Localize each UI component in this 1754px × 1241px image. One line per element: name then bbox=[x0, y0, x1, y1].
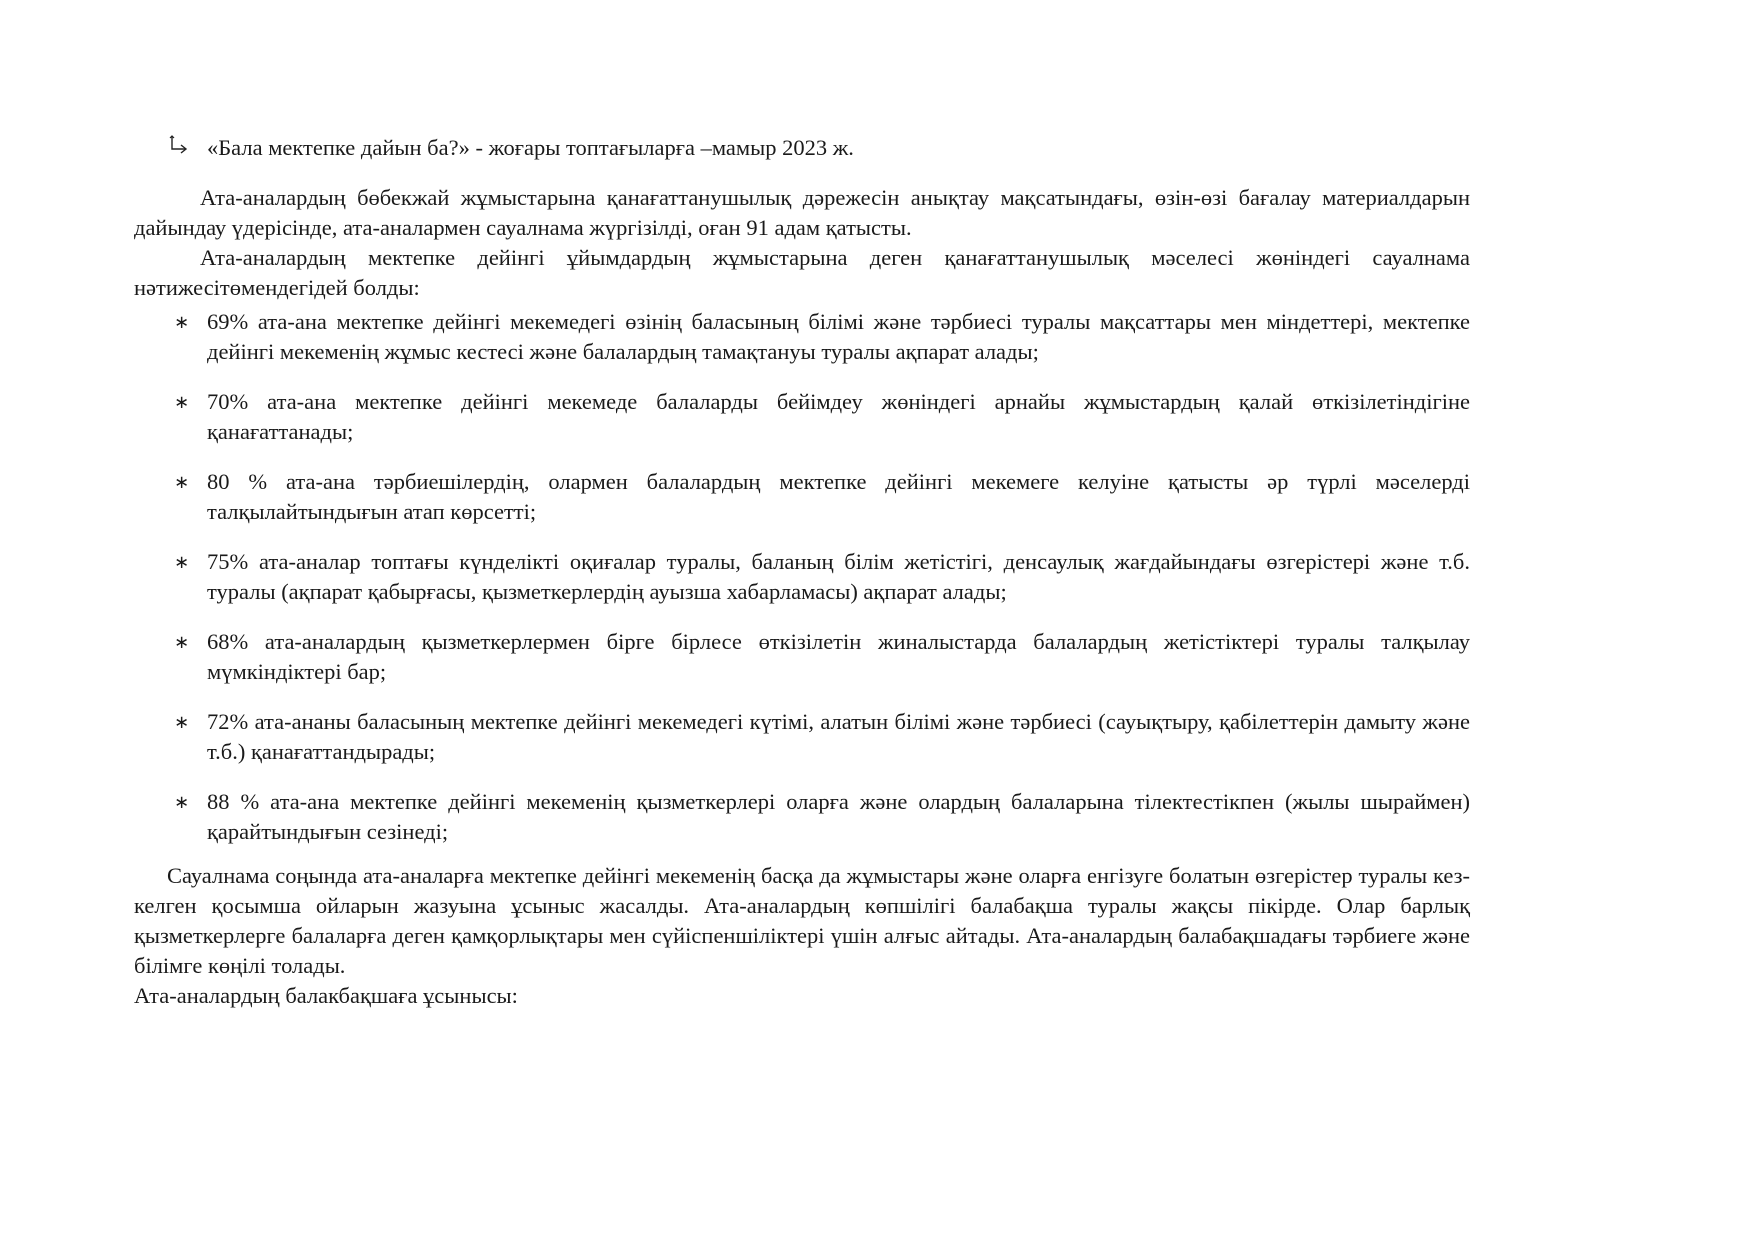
list-item-text: 70% ата-ана мектепке дейінгі мекемеде балаларды бейімдеу жөніндегі арнайы жұмыстардың қалай өткізілетіндігіне қанағаттанады; bbox=[207, 389, 1470, 444]
survey-title-line bbox=[134, 133, 1470, 169]
asterisk-bullet-icon: ∗ bbox=[174, 552, 190, 573]
list-item-text: 72% ата-ананы баласының мектепке дейінгі мекемедегі күтімі, алатын білімі және тәрбиесі (сауықтыру, қабілеттерін дамыту және т.б.) қанағаттандырады; bbox=[207, 709, 1470, 764]
intro-paragraph-1: Ата-аналардың бөбекжай жұмыстарына қанағаттанушылық дәрежесін анықтау мақсатындағы, өзін-өзі бағалау материалдарын дайындау үдерісінде, ата-аналармен сауалнама жүргізілді, оған 91 адам қатысты. bbox=[134, 185, 1470, 240]
asterisk-bullet-icon: ∗ bbox=[174, 312, 190, 333]
survey-results-list bbox=[134, 307, 1470, 847]
list-item bbox=[134, 787, 1470, 847]
list-item-text: 75% ата-аналар топтағы күнделікті оқиғалар туралы, баланың білім жетістігі, денсаулық жағдайындағы өзгерістері және т.б. туралы (ақпарат қабырғасы, қызметкерлердің ауызша хабарламасы) ақпарат алады; bbox=[207, 549, 1470, 604]
closing-paragraph: Сауалнама соңында ата-аналарға мектепке дейінгі мекеменің басқа да жұмыстары және оларға енгізуге болатын өзгерістер туралы кез-келген қосымша ойларын жазуына ұсыныс жасалды. Ата-аналардың көпшілігі балабақша туралы жақсы пікірде. Олар барлық қызметкерлерге балаларға деген қамқорлықтары мен сүйіспеншіліктері үшін алғыс айтады. Ата-аналардың балабақшадағы тәрбиеге және білімге көңілі толады. bbox=[134, 863, 1470, 978]
asterisk-bullet-icon: ∗ bbox=[174, 712, 190, 733]
list-item bbox=[134, 387, 1470, 447]
hooked-arrow-icon bbox=[167, 134, 191, 158]
list-item bbox=[134, 707, 1470, 767]
intro-paragraph-2: Ата-аналардың мектепке дейінгі ұйымдардың жұмыстарына деген қанағаттанушылық мәселесі жөніндегі сауалнама нәтижесітөмендегідей болды: bbox=[134, 245, 1470, 300]
list-item-text: 80 % ата-ана тәрбиешілердің, олармен балалардың мектепке дейінгі мекемеге келуіне қатысты әр түрлі мәселерді талқылайтындығын атап көрсетті; bbox=[207, 469, 1470, 524]
list-item-text: 88 % ата-ана мектепке дейінгі мекеменің қызметкерлері оларға және олардың балаларына тілектестікпен (жылы шыраймен) қарайтындығын сезінеді; bbox=[207, 789, 1470, 844]
asterisk-bullet-icon: ∗ bbox=[174, 792, 190, 813]
list-item bbox=[134, 547, 1470, 607]
list-item bbox=[134, 627, 1470, 687]
asterisk-bullet-icon: ∗ bbox=[174, 392, 190, 413]
document-page bbox=[134, 133, 1470, 1011]
parents-suggestions-heading: Ата-аналардың балакбақшаға ұсынысы: bbox=[134, 983, 518, 1008]
list-item bbox=[134, 467, 1470, 527]
list-item-text: 69% ата-ана мектепке дейінгі мекемедегі өзінің баласының білімі және тәрбиесі туралы мақсаттары мен міндеттері, мектепке дейінгі мекеменің жұмыс кестесі және балалардың тамақтануы туралы ақпарат алады; bbox=[207, 309, 1470, 364]
asterisk-bullet-icon: ∗ bbox=[174, 472, 190, 493]
list-item bbox=[134, 307, 1470, 367]
survey-title-text: «Бала мектепке дайын ба?» - жоғары топтағыларға –мамыр 2023 ж. bbox=[207, 135, 854, 160]
asterisk-bullet-icon: ∗ bbox=[174, 632, 190, 653]
list-item-text: 68% ата-аналардың қызметкерлермен бірге бірлесе өткізілетін жиналыстарда балалардың жетістіктері туралы талқылау мүмкіндіктері бар; bbox=[207, 629, 1470, 684]
